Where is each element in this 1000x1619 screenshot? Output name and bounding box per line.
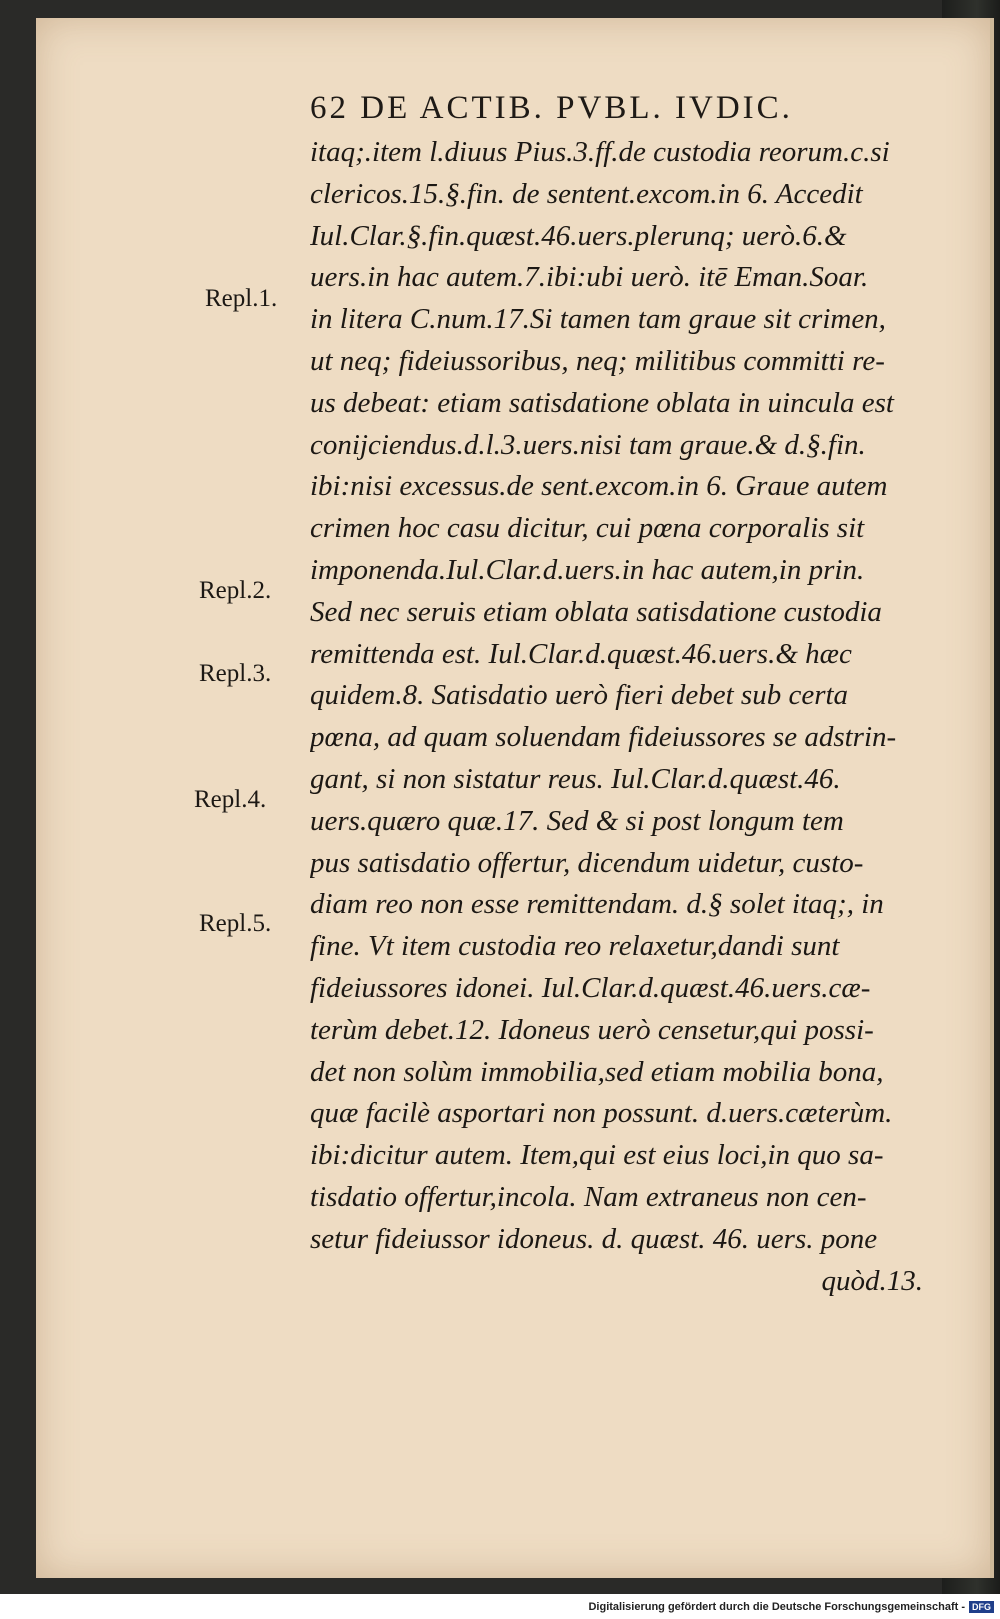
text-line: quæ facilè asportari non possunt. d.uers.cæterùm. <box>310 1097 893 1130</box>
text-line: fideiussores idonei. Iul.Clar.d.quæst.46.uers.cæ- <box>310 971 871 1004</box>
dfg-logo-icon: DFG <box>969 1601 994 1613</box>
text-line: diam reo non esse remittendam. d.§ solet itaq;, in <box>310 888 884 921</box>
text-line: itaq;.item l.diuus Pius.3.ff.de custodia reorum.c.si <box>310 136 890 168</box>
text-line: gant, si non sistatur reus. Iul.Clar.d.quæst.46. <box>310 762 841 795</box>
text-line: conijciendus.d.l.3.uers.nisi tam graue.& d.§.fin. <box>310 428 866 461</box>
text-line: det non solùm immobilia,sed etiam mobilia bona, <box>310 1055 884 1088</box>
text-line: pœna, ad quam soluendam fideiussores se adstrin- <box>310 721 897 754</box>
text-line: us debeat: etiam satisdatione oblata in uincula est <box>310 386 894 419</box>
text-line: tisdatio offertur,incola. Nam extraneus non cen- <box>310 1180 867 1213</box>
text-line: Sed nec seruis etiam oblata satisdatione custodia <box>310 595 882 628</box>
text-line: imponenda.Iul.Clar.d.uers.in hac autem,in prin. <box>310 553 865 586</box>
text-line: terùm debet.12. Idoneus uerò censetur,qui possi- <box>310 1013 874 1046</box>
text-line: remittenda est. Iul.Clar.d.quæst.46.uers.& hæc <box>310 637 852 670</box>
margin-note-repl-1: Repl.1. <box>205 285 278 312</box>
running-head: 62 DE ACTIB. PVBL. IVDIC. <box>310 90 793 126</box>
text-line: pus satisdatio offertur, dicendum uidetur, custo- <box>310 846 864 879</box>
margin-note-repl-3: Repl.3. <box>199 660 272 687</box>
footer-bar <box>0 1594 1000 1619</box>
text-line: uers.in hac autem.7.ibi:ubi uerò. itē Eman.Soar. <box>310 261 869 294</box>
margin-note-repl-4: Repl.4. <box>194 786 267 813</box>
text-line: Iul.Clar.§.fin.quæst.46.uers.plerunq; uerò.6.& <box>310 219 847 252</box>
text-line: ibi:nisi excessus.de sent.excom.in 6. Graue autem <box>310 470 888 503</box>
margin-note-repl-2: Repl.2. <box>199 577 272 604</box>
text-line: setur fideiussor idoneus. d. quæst. 46. uers. pone <box>310 1222 878 1255</box>
text-line: fine. Vt item custodia reo relaxetur,dandi sunt <box>310 930 840 963</box>
digitization-credit: Digitalisierung gefördert durch die Deutsche Forschungsgemeinschaft - <box>588 1600 965 1613</box>
text-line: uers.quæro quæ.17. Sed & si post longum tem <box>310 804 844 837</box>
text-block <box>310 132 935 1302</box>
text-line: ibi:dicitur autem. Item,qui est eius loci,in quo sa- <box>310 1139 884 1172</box>
text-line: crimen hoc casu dicitur, cui pœna corporalis sit <box>310 512 865 545</box>
text-line: clericos.15.§.fin. de sentent.excom.in 6. Accedit <box>310 177 863 210</box>
margin-note-repl-5: Repl.5. <box>199 910 272 937</box>
text-line: in litera C.num.17.Si tamen tam graue sit crimen, <box>310 303 886 336</box>
catchword-line: quòd.13. <box>821 1264 923 1297</box>
text-line: ut neq; fideiussoribus, neq; militibus committi re- <box>310 344 885 377</box>
text-line: quidem.8. Satisdatio uerò fieri debet sub certa <box>310 679 849 712</box>
